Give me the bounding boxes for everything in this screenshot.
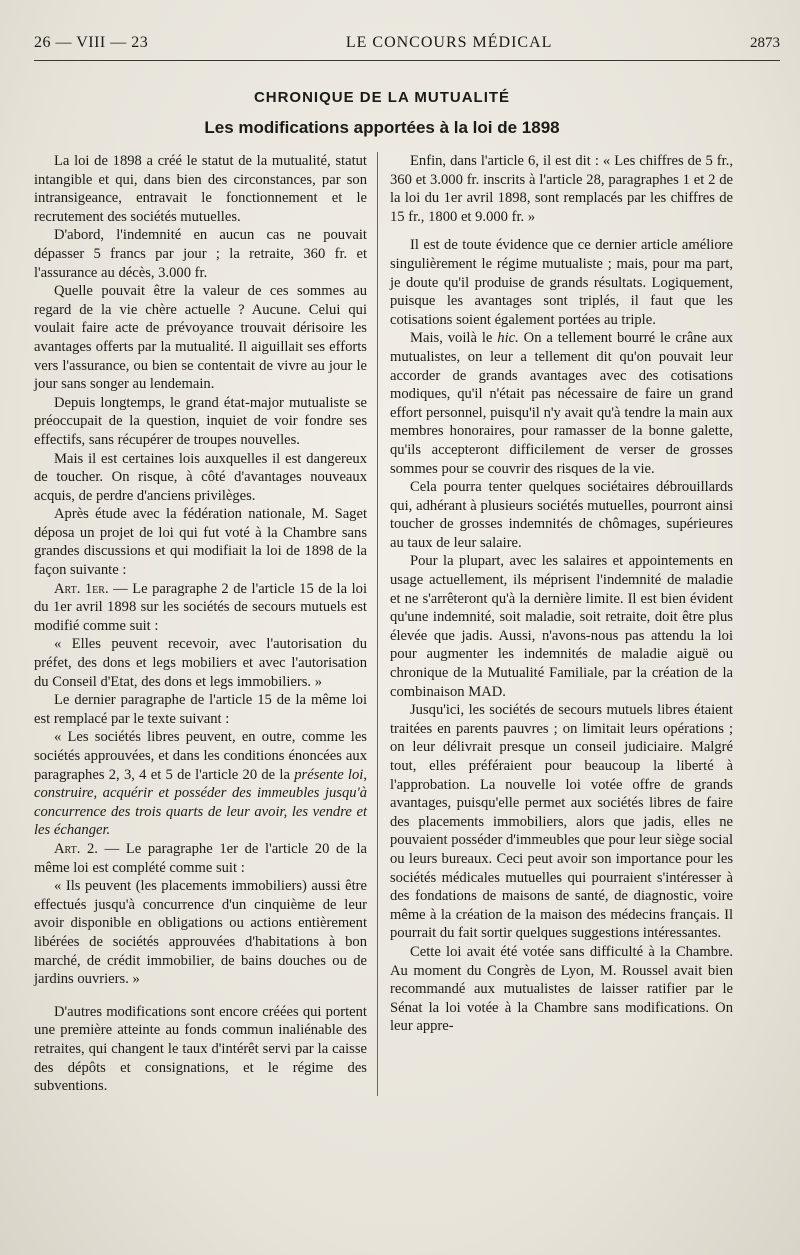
section-title: CHRONIQUE DE LA MUTUALITÉ [253,89,511,106]
text-run: Mais, voilà le [410,330,498,347]
paragraph: Cette loi avait été votée sans difficulté à la Chambre. Au moment du Congrès de Lyon, M. Roussel avait bien recommandé aux mutualistes de laisser ratifier par le Sénat la loi votée à la Chambre sans modifications. On leur appre- [390,943,733,1035]
paragraph: Mais il est certaines lois auxquelles il est dangereux de toucher. On risque, à côté d'avantages nouveaux acquis, de perdre d'anciens privilèges. [34,450,367,504]
quote-plain: « Les sociétés libres peuvent, en outre, comme les sociétés approuvées, et dans les conditions énoncées aux paragraphes 2, 3, 4 et 5 de l'article 20 de la [34,729,367,783]
running-header [34,34,780,61]
body-columns [34,152,774,1096]
paragraph: Pour la plupart, avec les salaires et appointements en usage actuellement, ils méprisent l'indemnité de maladie et ne s'arrêteront qu'à la dernière limite. Il est bien évident qu'une indemnité, soit maladie, soit retraite, doit être plus élevée que jadis. Aussi, n'avons-nous pas attendu la loi pour augmenter les indemnités de maladie aiguë ou chronique de la Mutualité Familiale, par la création de la combinaison MAD. [390,553,733,700]
paragraph: Enfin, dans l'article 6, il est dit : « Les chiffres de 5 fr., 360 et 3.000 fr. inscrits à l'article 28, paragraphes 1 et 2 de la loi du 1er avril 1898, sont remplacés par les chiffres de 15 fr., 1800 et 9.000 fr. » [390,153,733,225]
paragraph: Quelle pouvait être la valeur de ces sommes au regard de la vie chère actuelle ? Aucune. Celui qui voulait faire acte de prévoyance trouvait dérisoire les avantages offerts par la mutualité. Il aiguillait ses efforts vers l'assurance, ou bien se contentait de vivre au jour le jour sans songer au lendemain. [34,283,367,393]
text-run: On a tellement bourré le crâne aux mutualistes, on leur a tellement dit qu'on pouvait leur accorder de grands avantages avec des cotisations modiques, qu'il n'était pas nécessaire de faire un grand effort personnel, puisqu'il n'y avait qu'à tendre la main aux membres honoraires, pour ramasser de la bonne galette, qu'ils accepteront difficilement de verser de grosses sommes pour se couvrir des risques de la vie. [390,330,734,477]
article-label: Art. 1er. [54,580,109,597]
paragraph: La loi de 1898 a créé le statut de la mutualité, statut intangible et qui, dans bien des circonstances, par son intransigeance, entravait le fonctionnement et le recrutement des sociétés mutuelles. [34,153,367,225]
quoted-text [34,728,367,840]
article-title: Les modifications apportées à la loi de 1898 [204,118,560,137]
paragraph: Après étude avec la fédération nationale, M. Saget déposa un projet de loi qui fut voté à la Chambre sans grandes discussions et qui modifiait la loi de 1898 de la façon suivante : [34,506,367,579]
article-label: Art. 2. [54,840,98,857]
paragraph: Depuis longtemps, le grand état-major mutualiste se préoccupait de la question, inquiet de voir fondre ses effectifs, sans récupérer de troupes nouvelles. [34,394,367,448]
paragraph: Il est de toute évidence que ce dernier article améliore singulièrement le régime mutualiste ; mais, pour ma part, je doute qu'il produise de grands résultats. Logiquement, puisque les avantages sont triplés, il faut que les cotisations soient également portées au triple. [390,237,733,328]
quoted-text: « Elles peuvent recevoir, avec l'autorisation du préfet, des dons et legs mobiliers et avec l'autorisation du Conseil d'Etat, des dons et legs immobiliers. » [34,636,367,690]
paragraph: Le dernier paragraphe de l'article 15 de la même loi est remplacé par le texte suivant : [34,692,367,727]
paragraph: D'autres modifications sont encore créées qui portent une première atteinte au fonds commun inaliénable des retraites, qui changent le taux d'intérêt servi par la caisse des dépôts et consignations, et le régime des subventions. [34,1003,367,1095]
paragraph [390,329,733,478]
article-text: — Le paragraphe 1er de l'article 20 de la même loi est complété comme suit : [34,840,367,876]
journal-title: LE CONCOURS MÉDICAL [345,34,553,51]
paragraph: Cela pourra tenter quelques sociétaires débrouillards qui, adhérant à plusieurs sociétés mutuelles, pourront ainsi toucher de grosses indemnités de chômages, supérieures au taux de leur salaire. [390,479,733,551]
quoted-text: « Ils peuvent (les placements immobiliers) aussi être effectués jusqu'à concurrence d'un cinquième de leur avoir disponible en obligations ou actions entièrement libérées de sociétés approuvées d'habitations à bon marché, de crédit immobilier, de bains douches ou de jardins ouvriers. » [34,878,367,988]
left-column [34,152,377,1096]
right-column [377,152,733,1096]
issue-reference: 26 — VIII — 23 [34,34,149,51]
article-2-paragraph [34,840,367,877]
italic-text: hic. [497,330,519,347]
article-1-paragraph [34,580,367,636]
page-number: 2873 [750,35,780,51]
paragraph: Jusqu'ici, les sociétés de secours mutuels libres étaient traitées en parents pauvres ; on limitait leurs opérations ; on leur délivrait presque un conseil judiciaire. Malgré tout, elles préféraient pour beaucoup la liberté à l'approbation. La nouvelle loi votée offre de grands avantages, puisqu'elle permet aux sociétés libres de faire des placements immobiliers, alors que jadis, elles ne pouvaient posséder d'immeubles que pour leur siège social ou leurs bureaux. Ceci peut avoir son importance pour les sociétés médicales mutuelles qui pourraient s'intéresser à des fondations de maisons de santé, de diagnostic, voire même à la création de la maison des médecins français. Il pourrait du fait sortir quelques suggestions intéressantes. [390,702,733,942]
paragraph: D'abord, l'indemnité en aucun cas ne pouvait dépasser 5 francs par jour ; la retraite, 360 fr. et l'assurance au décès, 3.000 fr. [34,227,367,281]
article-text: — Le paragraphe 2 de l'article 15 de la loi du 1er avril 1898 sur les sociétés de secours mutuels est modifié comme suit : [34,580,367,634]
quote-italic: présente loi, construire, acquérir et posséder des immeubles jusqu'à concurrence des trois quarts de leur avoir, les vendre et les échanger. [34,766,367,839]
